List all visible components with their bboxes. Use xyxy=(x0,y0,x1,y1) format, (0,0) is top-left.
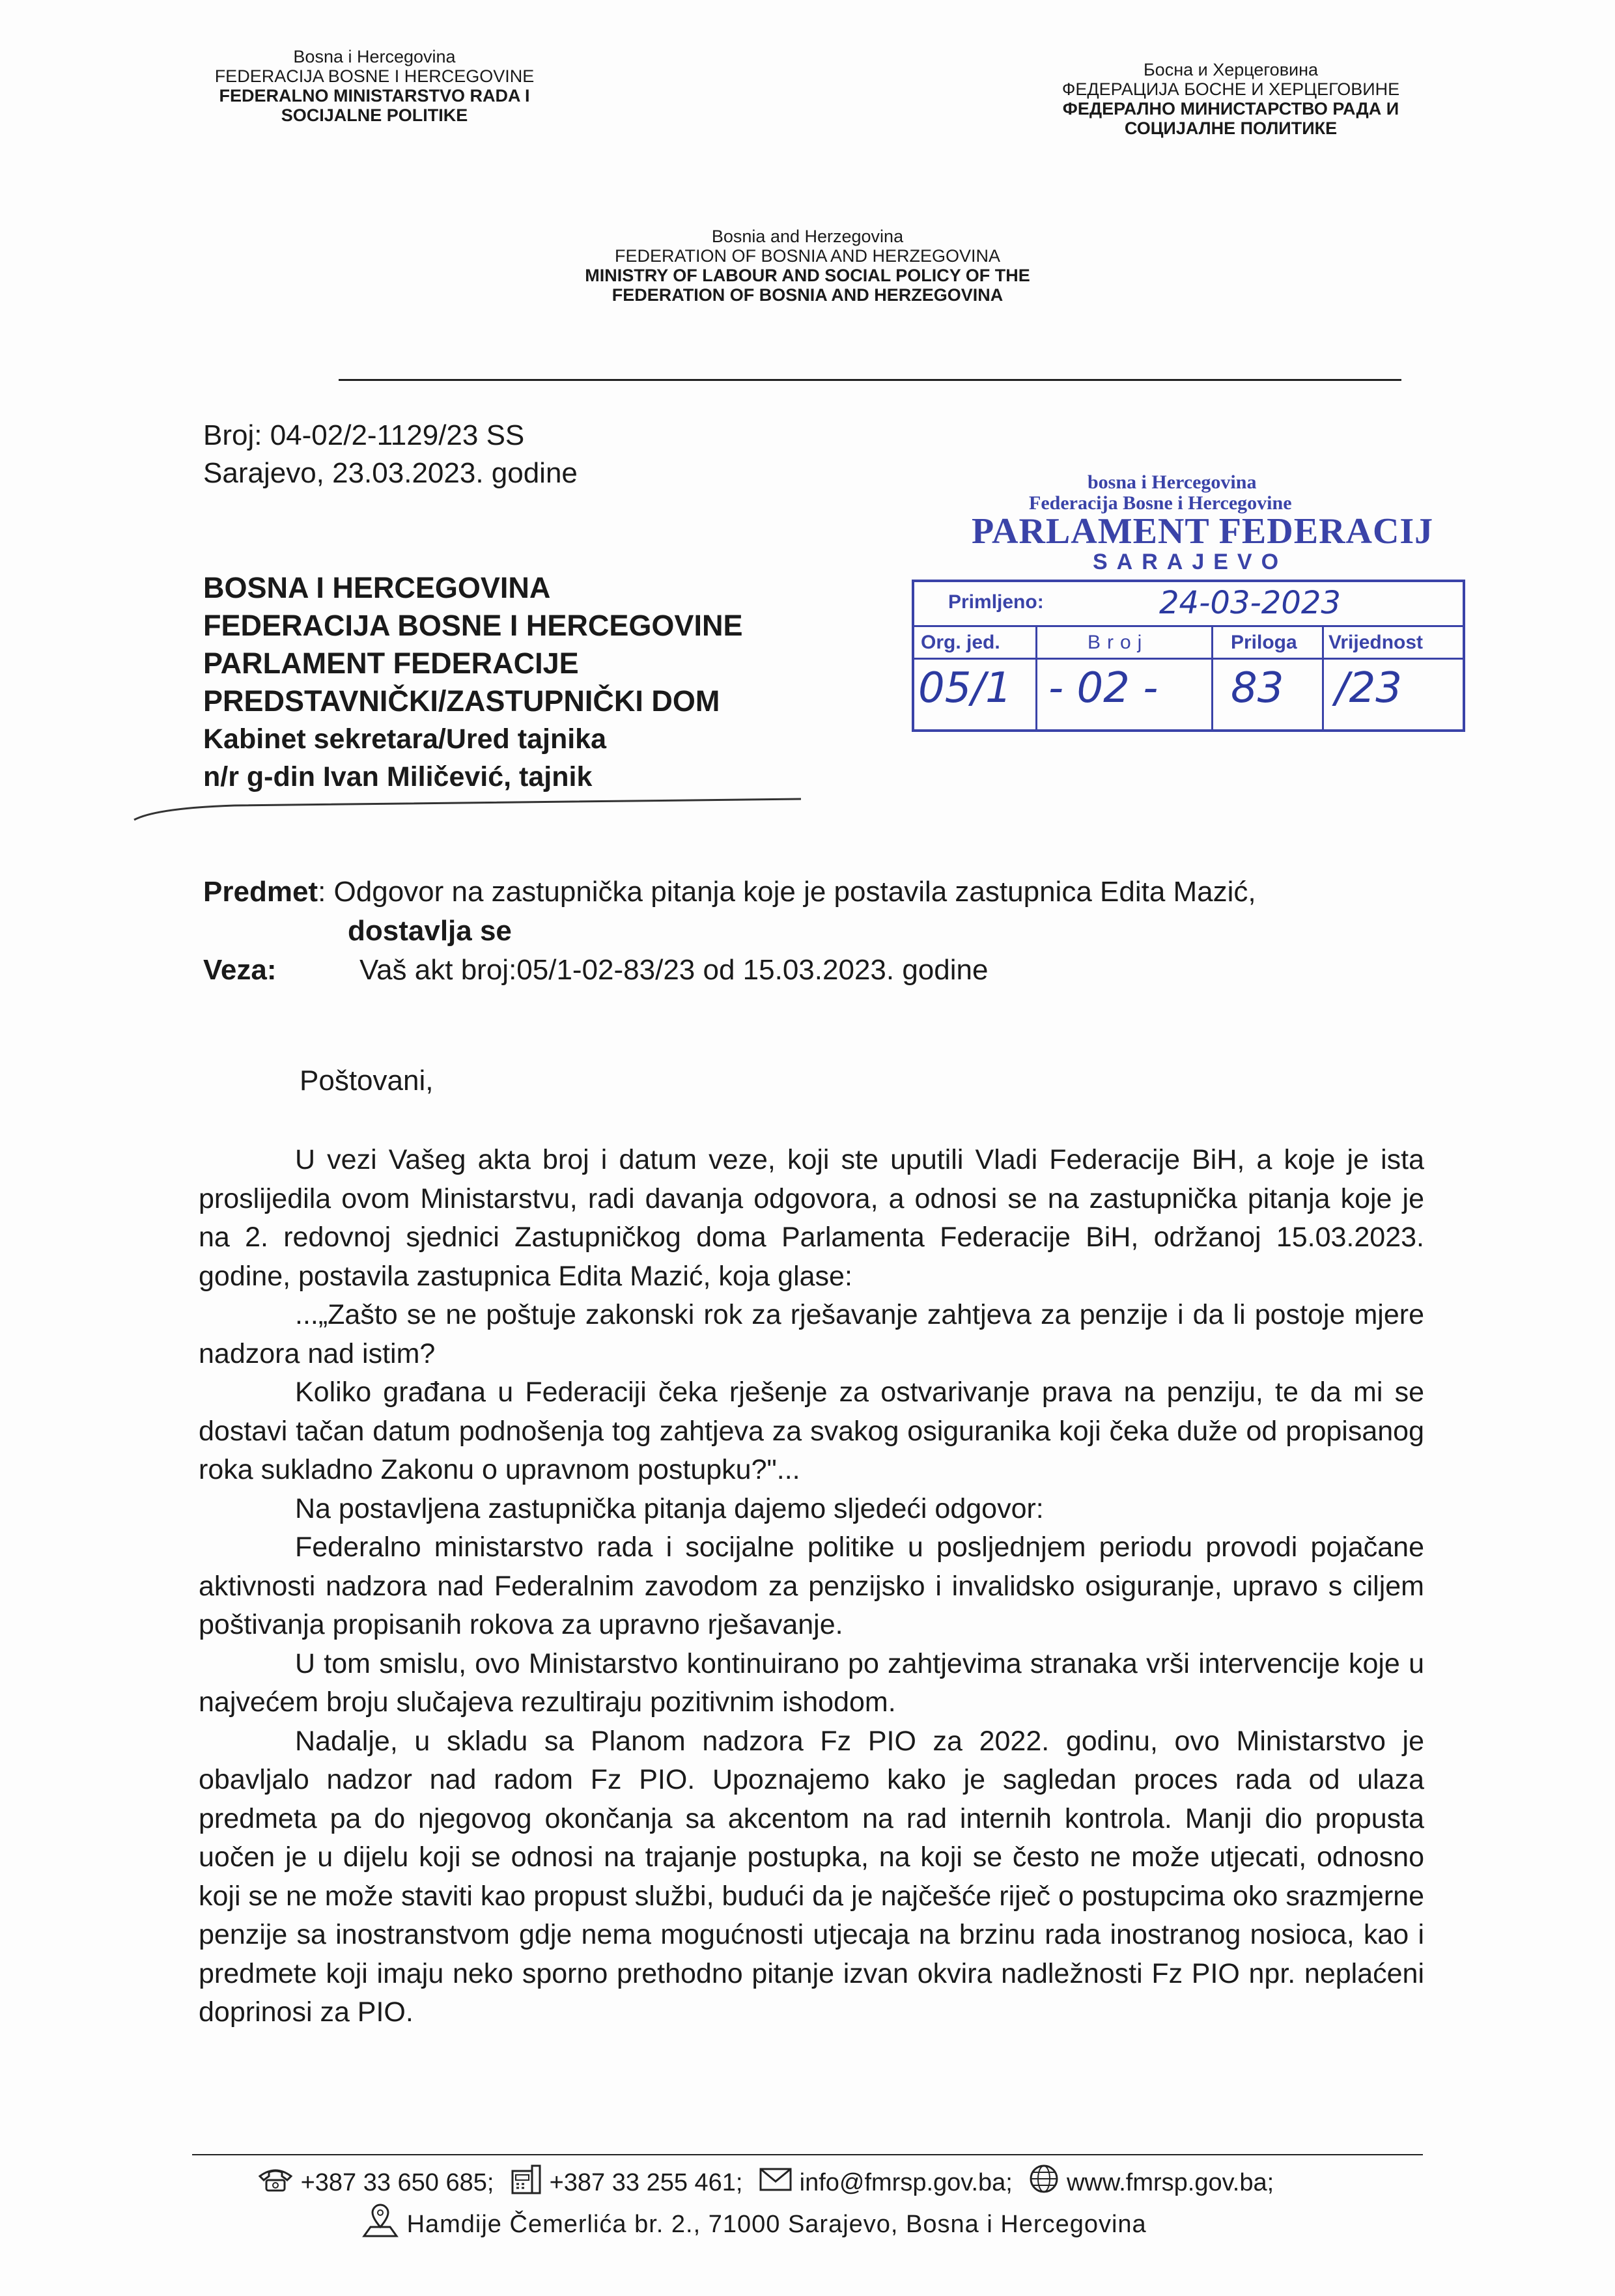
recipient-line5: Kabinet sekretara/Ured tajnika xyxy=(203,723,606,755)
stamp-col-broj: Broj xyxy=(1088,632,1149,653)
footer-phone: +387 33 650 685; xyxy=(300,2169,494,2197)
fax-icon xyxy=(510,2163,542,2205)
footer-divider xyxy=(192,2154,1423,2155)
recipient-line2: FEDERACIJA BOSNE I HERCEGOVINE xyxy=(203,609,743,642)
header-left xyxy=(163,47,586,125)
stamp-header-divider xyxy=(912,658,1465,660)
subject-label: Predmet xyxy=(203,876,318,908)
veza-text: Vaš akt broj:05/1-02-83/23 od 15.03.2023. godine xyxy=(359,954,989,986)
recipient-line1: BOSNA I HERCEGOVINA xyxy=(203,571,551,604)
paragraph-2: ...„Zašto se ne poštuje zakonski rok za rješavanje zahtjeva za penzije i da li postoje mjere nadzora nad istim? xyxy=(199,1299,1424,1369)
paragraph-3: Koliko građana u Federaciji čeka rješenje za ostvarivanje prava na penziju, te da mi se dostavi tačan datum podnošenja tog zahtjeva za svakog osiguranika koji čeka duže od propisanog roka sukladno Zakonu o upravnom postupku?"... xyxy=(199,1377,1424,1485)
stamp-col-org: Org. jed. xyxy=(921,632,1000,653)
stamp-line4: SARAJEVO xyxy=(1093,550,1288,574)
stamp-col-div2 xyxy=(1211,625,1213,731)
stamp-col-div3 xyxy=(1322,625,1324,731)
document-number: Broj: 04-02/2-1129/23 SS xyxy=(203,419,525,451)
document-place-date: Sarajevo, 23.03.2023. godine xyxy=(203,457,578,489)
recipient-line4: PREDSTAVNIČKI/ZASTUPNIČKI DOM xyxy=(203,684,720,718)
paragraph-4: Na postavljena zastupnička pitanja dajemo sljedeći odgovor: xyxy=(295,1492,1044,1524)
letter-body xyxy=(199,1141,1424,2032)
header-left-line2: FEDERACIJA BOSNE I HERCEGOVINE xyxy=(214,66,535,86)
footer-contacts xyxy=(257,2163,1429,2205)
document-meta xyxy=(203,417,789,492)
header-right-line3: ФЕДЕРАЛНО МИНИСТАРСТВО РАДА И xyxy=(1062,99,1399,119)
globe-icon xyxy=(1028,2163,1060,2205)
paragraph-6: U tom smislu, ovo Ministarstvo kontinuirano po zahtjevima stranaka vrši intervencije koje u najvećem broju slučajeva rezultiraju pozitivnim ishodom. xyxy=(199,1647,1424,1718)
paragraph-5: Federalno ministarstvo rada i socijalne politike u posljednjem periodu provodi pojačane aktivnosti nadzora nad Federalnim zavodom za penzijsko i invalidsko osiguranje, upravo s ciljem poštivanja propisanih rokova za upravno rješavanje. xyxy=(199,1532,1424,1640)
footer-address: Hamdije Čemerlića br. 2., 71000 Sarajevo, Bosna i Hercegovina xyxy=(406,2211,1147,2239)
stamp-val-priloga: 83 xyxy=(1231,664,1284,712)
stamp-line2: Federacija Bosne i Hercegovine xyxy=(1029,492,1292,514)
header-right-line1: Босна и Херцеговина xyxy=(1143,60,1319,79)
header-right-line2: ФЕДЕРАЦИЈА БОСНЕ И ХЕРЦЕГОВИНЕ xyxy=(1061,79,1400,99)
footer-web[interactable]: www.fmrsp.gov.ba; xyxy=(1066,2169,1274,2197)
header-center-line2: FEDERATION OF BOSNIA AND HERZEGOVINA xyxy=(614,246,1001,266)
stamp-val-broj: - 02 - xyxy=(1048,664,1159,712)
footer-fax: +387 33 255 461; xyxy=(549,2169,743,2197)
veza-line xyxy=(203,951,1440,990)
header-center-line3: MINISTRY OF LABOUR AND SOCIAL POLICY OF THE xyxy=(585,266,1030,285)
recipient-block xyxy=(203,569,887,796)
stamp-line1: bosna i Hercegovina xyxy=(1088,471,1257,493)
stamp-val-org: 05/1 xyxy=(918,664,1012,712)
parliament-stamp xyxy=(912,469,1472,742)
header-right xyxy=(1003,60,1459,138)
footer-email[interactable]: info@fmrsp.gov.ba; xyxy=(799,2169,1013,2197)
stamp-row-divider xyxy=(912,625,1465,627)
header-center-line1: Bosnia and Herzegovina xyxy=(711,227,904,246)
stamp-col-priloga: Priloga xyxy=(1231,632,1297,653)
phone-icon xyxy=(257,2164,294,2204)
stamp-val-vrijednost: /23 xyxy=(1335,664,1402,712)
stamp-received-date: 24-03-2023 xyxy=(1159,585,1341,621)
recipient-line6: n/r g-din Ivan Miličević, tajnik xyxy=(203,761,593,792)
header-center-line4: FEDERATION OF BOSNIA AND HERZEGOVINA xyxy=(611,285,1004,305)
greeting: Poštovani, xyxy=(300,1065,434,1097)
recipient-line3: PARLAMENT FEDERACIJE xyxy=(203,647,579,680)
stamp-line3: PARLAMENT FEDERACIJ xyxy=(972,511,1434,552)
header-left-line3: FEDERALNO MINISTARSTVO RADA I xyxy=(219,86,530,105)
paragraph-7: Nadalje, u skladu sa Planom nadzora Fz PIO za 2022. godinu, ovo Ministarstvo je obavljalo nadzor nad radom Fz PIO. Upoznajemo kako je sagledan proces rada od ulaza predmeta pa do njegovog okončanja sa akcentom na rad internih kontrola. Manji dio propusta uočen je u dijelu koji se odnosi na trajanje postupka, na koji se često ne može utjecati, odnosno koji se ne može staviti kao propust službi, budući da je najčešće riječ o postupcima oko srazmjerne penzije sa inostranstvom gdje nema mogućnosti utjecaja na brzinu rada inostranog nosioca, kao i predmete koji imaju neko sporno prethodno pitanje izvan okvira nadležnosti Fz PIO npr. neplaćeni doprinosi za PIO. xyxy=(199,1725,1424,2028)
header-left-line1: Bosna i Hercegovina xyxy=(293,47,456,66)
location-pin-icon xyxy=(361,2202,399,2249)
subject-line xyxy=(203,873,1440,912)
stamp-received-label: Primljeno: xyxy=(948,591,1044,613)
subject-block xyxy=(203,873,1440,990)
footer-address-line xyxy=(361,2202,1338,2249)
veza-label: Veza: xyxy=(203,954,277,986)
subject-text2: dostavlja se xyxy=(348,915,512,947)
header-divider xyxy=(339,379,1401,381)
header-left-line4: SOCIJALNE POLITIKE xyxy=(281,105,468,125)
stamp-col-div1 xyxy=(1035,625,1037,731)
stamp-col-vrijednost: Vrijednost xyxy=(1328,632,1424,653)
paragraph-1: U vezi Vašeg akta broj i datum veze, koji ste uputili Vladi Federacije BiH, a koje je ista proslijedila ovom Ministarstvu, radi davanja odgovora, a odnosi se na zastupnička pitanja koje je na 2. redovnoj sjednici Zastupničkog doma Parlamenta Federacije BiH, održanoj 15.03.2023. godine, postavila zastupnica Edita Mazić, koja glase: xyxy=(199,1144,1424,1292)
header-center xyxy=(514,227,1101,305)
subject-text: : Odgovor na zastupnička pitanja koje je postavila zastupnica Edita Mazić, xyxy=(318,876,1256,908)
header-right-line4: СОЦИЈАЛНЕ ПОЛИТИКЕ xyxy=(1124,119,1338,138)
envelope-icon xyxy=(759,2166,793,2202)
recipient-underline xyxy=(130,791,808,824)
